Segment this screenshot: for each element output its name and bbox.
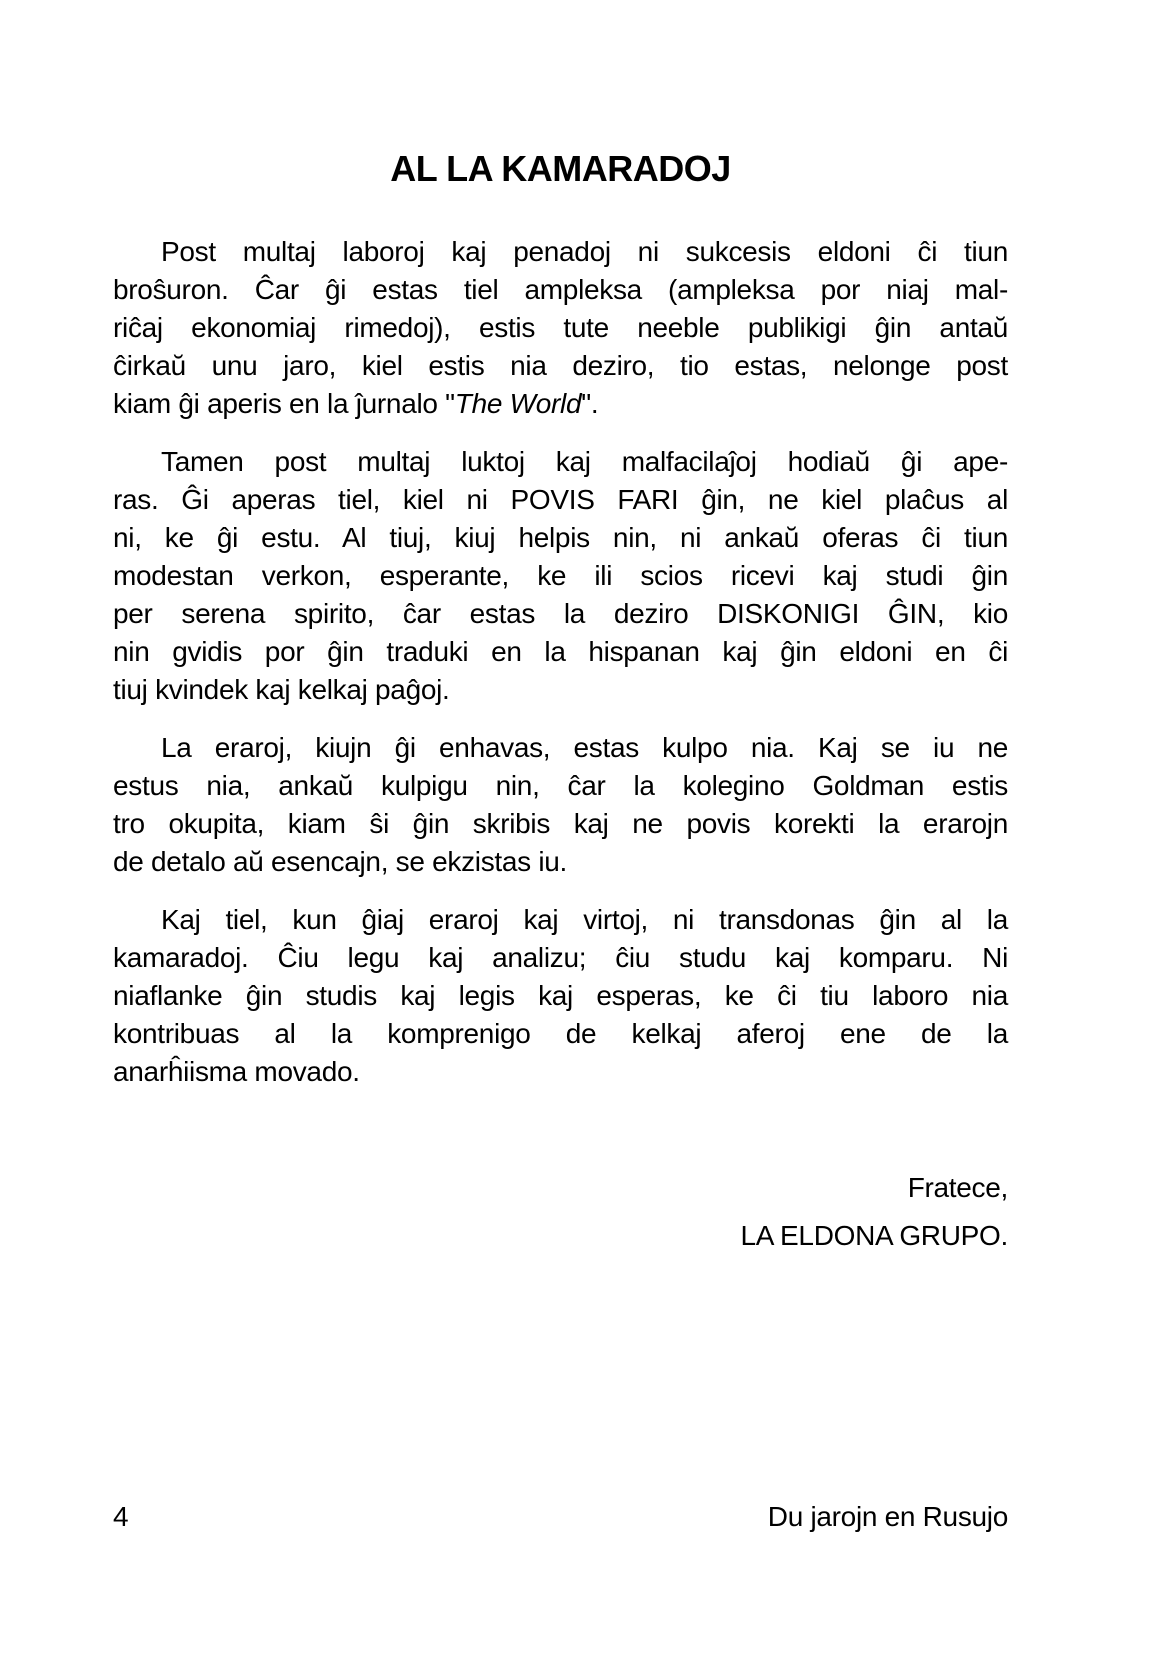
- text-line: tiuj kvindek kaj kelkaj paĝoj.: [113, 674, 450, 705]
- page-title: AL LA KAMARADOJ: [390, 148, 731, 189]
- paragraph-2: [113, 443, 1008, 709]
- paragraph-3: [113, 729, 1008, 881]
- text-line: broŝuron. Ĉar ĝi estas tiel ampleksa (ampleksa por niaj mal-: [113, 274, 1008, 305]
- text-line: La eraroj, kiujn ĝi enhavas, estas kulpo nia. Kaj se iu ne: [161, 732, 1008, 763]
- closing-block: [113, 1169, 1008, 1255]
- text-line: ĉirkaŭ unu jaro, kiel estis nia deziro, tio estas, nelonge post: [113, 350, 1008, 381]
- running-title: Du jarojn en Rusujo: [767, 1501, 1008, 1532]
- page-content: [113, 0, 1008, 1654]
- text-line: ras. Ĝi aperas tiel, kiel ni POVIS FARI ĝin, ne kiel plaĉus al: [113, 484, 1008, 515]
- text-line: de detalo aŭ esencajn, se ekzistas iu.: [113, 846, 568, 877]
- paragraph-1: [113, 233, 1008, 423]
- closing-signature: LA ELDONA GRUPO.: [740, 1220, 1008, 1251]
- page-number: 4: [113, 1501, 129, 1532]
- text-line: per serena spirito, ĉar estas la deziro DISKONIGI ĜIN, kio: [113, 598, 1008, 629]
- text-line: kamaradoj. Ĉiu legu kaj analizu; ĉiu studu kaj komparu. Ni: [113, 942, 1008, 973]
- page-footer: [113, 1498, 1008, 1536]
- text-line: anarĥiisma movado.: [113, 1056, 360, 1087]
- journal-line-pre: kiam ĝi aperis en la ĵurnalo ": [113, 388, 455, 419]
- journal-name: The World: [454, 388, 582, 419]
- journal-line-post: ".: [581, 388, 599, 419]
- text-line: ni, ke ĝi estu. Al tiuj, kiuj helpis nin, ni ankaŭ oferas ĉi tiun: [113, 522, 1008, 553]
- text-line: modestan verkon, esperante, ke ili scios ricevi kaj studi ĝin: [113, 560, 1008, 591]
- text-line: riĉaj ekonomiaj rimedoj), estis tute neeble publikigi ĝin antaŭ: [113, 312, 1008, 343]
- text-line: niaflanke ĝin studis kaj legis kaj esperas, ke ĉi tiu laboro nia: [113, 980, 1008, 1011]
- text-line: Tamen post multaj luktoj kaj malfacilaĵoj hodiaŭ ĝi ape-: [161, 446, 1008, 477]
- text-line: kontribuas al la komprenigo de kelkaj aferoj ene de la: [113, 1018, 1008, 1049]
- text-line: Kaj tiel, kun ĝiaj eraroj kaj virtoj, ni transdonas ĝin al la: [161, 904, 1008, 935]
- closing-salutation: Fratece,: [907, 1172, 1008, 1203]
- text-line: estus nia, ankaŭ kulpigu nin, ĉar la kolegino Goldman estis: [113, 770, 1008, 801]
- text-line: Post multaj laboroj kaj penadoj ni sukcesis eldoni ĉi tiun: [161, 236, 1008, 267]
- text-line: nin gvidis por ĝin traduki en la hispanan kaj ĝin eldoni en ĉi: [113, 636, 1008, 667]
- text-line: tro okupita, kiam ŝi ĝin skribis kaj ne povis korekti la erarojn: [113, 808, 1008, 839]
- text-line: [113, 385, 1008, 423]
- paragraph-4: [113, 901, 1008, 1091]
